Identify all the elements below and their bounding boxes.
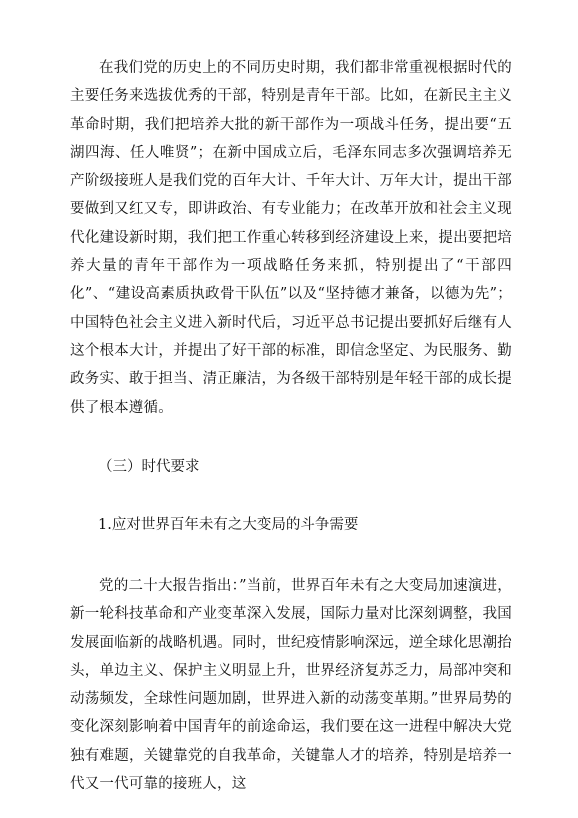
section-heading: （三）时代要求 xyxy=(98,459,200,475)
subsection-heading: 1.应对世界百年未有之大变局的斗争需要 xyxy=(98,517,359,533)
body-paragraph-history: 在我们党的历史上的不同历史时期，我们都非常重视根据时代的主要任务来选拔优秀的干部，特别是青年干部。比如，在新民主主义革命时期，我们把培养大批的新干部作为一项战斗任务，提出要“五湖四海、任人唯贤”；在新中国成立后，毛泽东同志多次强调培养无产阶级接班人是我们党的百年大计、千年大计、万年大计，提出干部要做到又红又专，即讲政治、有专业能力；在改革开放和社会主义现代化建设新时期，我们把工作重心转移到经济建设上来，提出要把培养大量的青年干部作为一项战略任务来抓，特别提出了“干部四化”、“建设高素质执政骨干队伍”以及“坚持德才兼备，以德为先”；中国特色社会主义进入新时代后，习近平总书记提出要抓好后继有人这个根本大计，并提出了好干部的标准，即信念坚定、为民服务、勤政务实、敢于担当、清正廉洁，为各级干部特别是年轻干部的成长提供了根本遵循。 xyxy=(70,60,512,416)
body-paragraph-report: 党的二十大报告指出：”当前，世界百年未有之大变局加速演进，新一轮科技革命和产业变革深入发展，国际力量对比深刻调整，我国发展面临新的战略机遇。同时，世纪疫情影响深远，逆全球化思潮抬头，单边主义、保护主义明显上升，世界经济复苏乏力，局部冲突和动荡频发，全球性问题加剧，世界进入新的动荡变革期。”世界局势的变化深刻影响着中国青年的前途命运，我们要在这一进程中解决大党独有难题，关键靠党的自我革命，关键靠人才的培养，特别是培养一代又一代可靠的接班人，这 xyxy=(70,578,512,793)
